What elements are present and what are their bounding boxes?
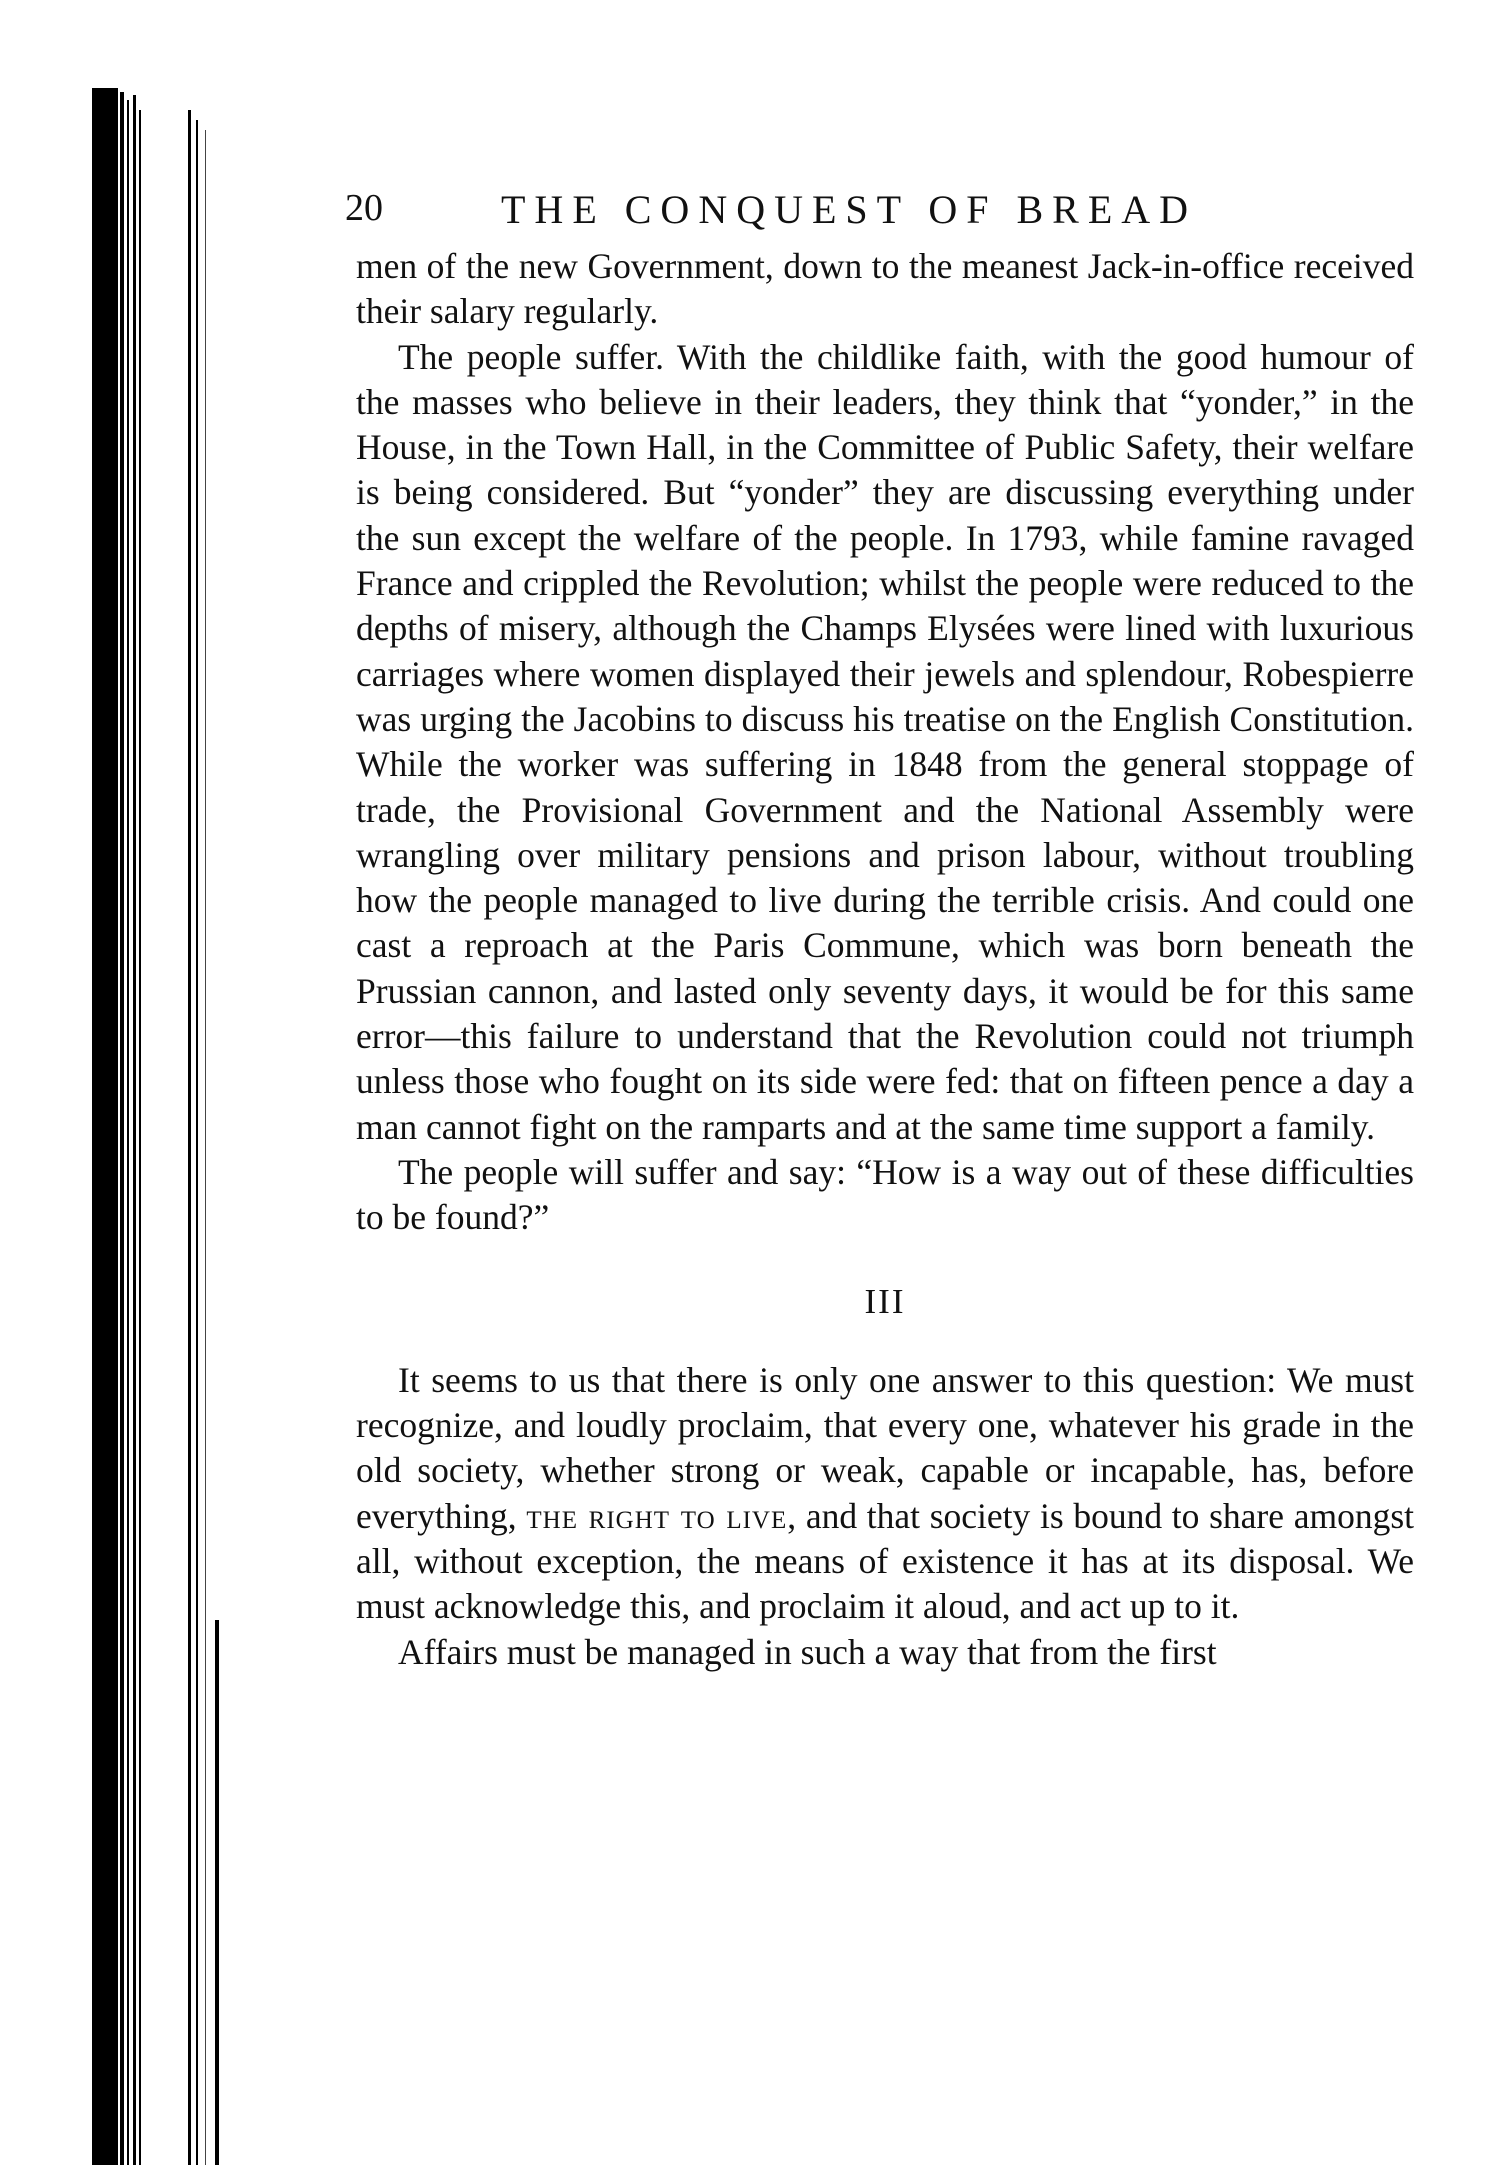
running-header — [345, 186, 1410, 236]
paragraph-4 — [356, 1358, 1414, 1630]
running-title: THE CONQUEST OF BREAD — [501, 187, 1198, 232]
paragraph-3: The people will suffer and say: “How is a way out of these difficulties to be found?” — [356, 1151, 1414, 1238]
right-to-live-small-caps: the right to live — [526, 1495, 788, 1536]
paragraph-2: The people suffer. With the childlike faith, with the good humour of the masses who believe in their leaders, they think that “yonder,” in the House, in the Town Hall, in the Committee of Public Safety, their welfare is being considered. But “yonder” they are discussing everything under the sun except the welfare of the people. In 1793, while famine ravaged France and crippled the Revolution; whilst the people were reduced to the depths of misery, although the Champs Elysées were lined with luxurious carriages where women displayed their jewels and splendour, Robespierre was urging the Jacobins to discuss his treatise on the English Constitution. While the worker was suffering in 1848 from the general stoppage of trade, the Provisional Government and the National Assembly were wrangling over military pensions and prison labour, without troubling how the people managed to live during the terrible crisis. And could one cast a reproach at the Paris Commune, which was born beneath the Prussian cannon, and lasted only seventy days, it would be for this same error—this failure to understand that the Revolution could not triumph unless those who fought on its side were fed: that on fifteen pence a day a man cannot fight on the ramparts and at the same time support a family. — [356, 336, 1414, 1147]
paragraph-5: Affairs must be managed in such a way that from the first — [398, 1631, 1217, 1672]
book-binding-gutter — [0, 0, 240, 2165]
paragraph-1: men of the new Government, down to the meanest Jack-in-office received their salary regularly. — [356, 246, 1414, 332]
paragraph-4-text-start: It seems to us that there is only one answer to this question: We must recognize, and loudly proclaim, that every one, whatever his grade in the old society, whether strong or weak, capable or incapable, has, before everything, — [356, 1359, 1414, 1536]
section-heading: III — [864, 1281, 906, 1321]
page-number: 20 — [345, 187, 383, 229]
page-body — [356, 244, 1414, 1675]
paragraph-4-text-end: , and that society is bound to share amongst all, without exception, the means of existence it has at its disposal. We must acknowledge this, and proclaim it aloud, and act up to it. — [356, 1495, 1414, 1627]
